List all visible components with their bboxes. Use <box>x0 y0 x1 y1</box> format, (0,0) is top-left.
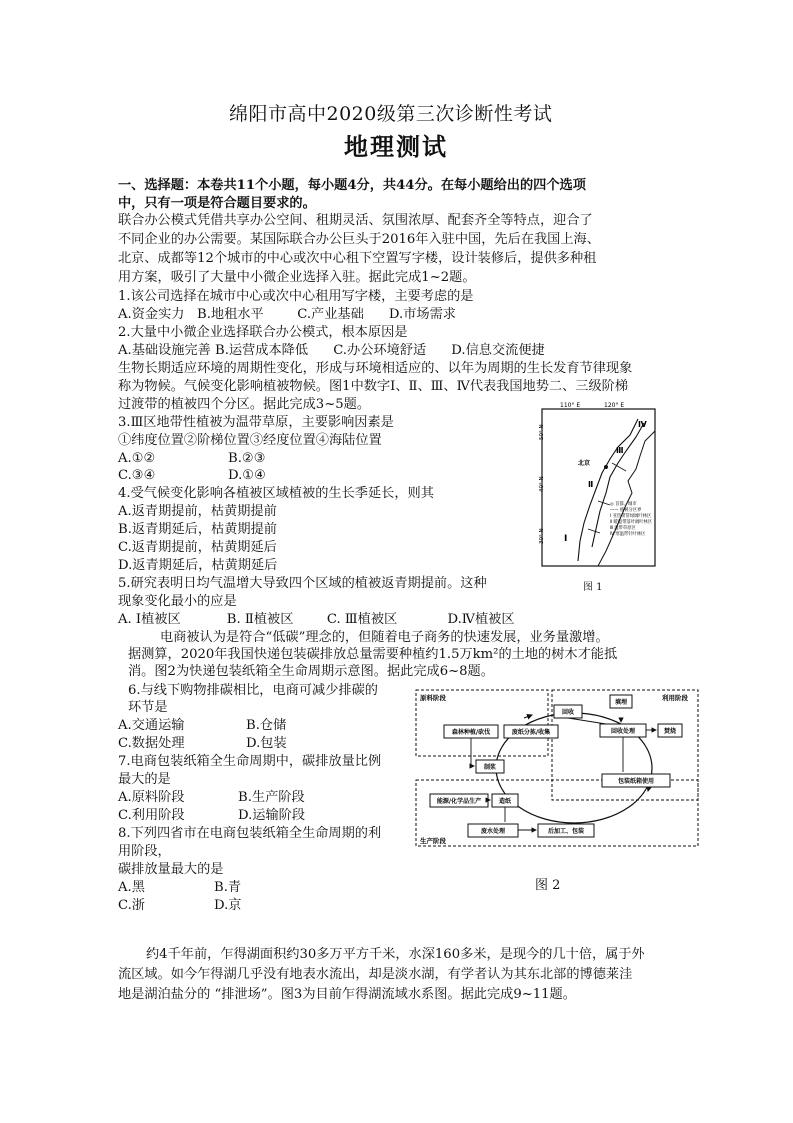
question-6: 6.与线下购物排碳相比，电商可减少排碳的 <box>128 683 378 698</box>
option-a: A.交通运输 <box>118 718 185 733</box>
question-4: 4.受气候变化影响各植被区域植被的生长季延长，则其 <box>118 486 434 501</box>
city-label: 北京 <box>578 460 591 467</box>
option-b: B.青 <box>214 880 242 895</box>
section-heading: 一、选择题：本卷共11个小题，每小题4分，共44分。在每小题给出的四个选项 <box>118 178 586 193</box>
figure-2-diagram <box>414 688 702 848</box>
legend-item: Ⅰ 亚热带常绿阔叶林区 <box>610 514 652 519</box>
option-d: D.返青期延后，枯黄期延后 <box>118 558 278 573</box>
box-label: 回收 <box>561 709 575 716</box>
passage-1-line: 用方案，吸引了大量中小微企业选择入驻。据此完成1~2题。 <box>118 270 476 285</box>
passage-1-line: 不同企业的办公需要。某国际联合办公巨头于2016年入驻中国，先后在我国上海、 <box>118 232 600 247</box>
passage-4-line: 地是湖泊盐分的 “排泄场”。图3为目前乍得湖流域水系图。据此完成9~11题。 <box>118 987 576 1002</box>
passage-2-line: 过渡带的植被四个分区。据此完成3~5题。 <box>118 397 371 412</box>
stage-label: 利用阶段 <box>662 694 688 702</box>
subject-title: 地理测试 <box>344 132 448 161</box>
figure-2-caption: 图 2 <box>535 878 561 893</box>
question-5-options: A. Ⅰ植被区 B. Ⅱ植被区 C. Ⅲ植被区 D.Ⅳ植被区 <box>118 612 515 627</box>
option-a: A.①② <box>118 451 156 466</box>
lon-label: 120° E <box>604 402 625 409</box>
zone-label: Ⅰ <box>564 534 568 544</box>
option-d: D.①④ <box>228 468 266 483</box>
box-label: 废纸分拣/收集 <box>511 729 551 736</box>
lon-label: 110° E <box>560 402 581 409</box>
option-b: B.生产阶段 <box>238 790 305 805</box>
option-c: C.数据处理 <box>118 736 185 751</box>
lat-label: 50° N <box>539 424 545 440</box>
passage-3-line: 消。图2为快递包装纸箱全生命周期示意图。据此完成6~8题。 <box>128 664 494 679</box>
legend-item: —— 植被分区界 <box>610 508 642 513</box>
option-a: A.返青期提前，枯黄期提前 <box>118 504 277 519</box>
question-3-items: ①纬度位置②阶梯位置③经度位置④海陆位置 <box>118 433 382 448</box>
box-label: 回收处理 <box>610 728 636 735</box>
zone-label: Ⅱ <box>588 480 594 489</box>
question-8-cont: 碳排放量最大的是 <box>118 862 224 877</box>
box-label: 焚烧 <box>663 728 677 735</box>
question-8: 8.下列四省市在电商包装纸箱全生命周期的利 <box>118 826 382 841</box>
box-label: 造纸 <box>498 798 512 805</box>
option-b: B.②③ <box>228 451 266 466</box>
question-8-cont: 用阶段， <box>118 844 171 859</box>
option-b: B.仓储 <box>246 718 287 733</box>
lat-label: 30° N <box>539 528 545 544</box>
passage-4-line: 流区域。如今乍得湖几乎没有地表水流出，却是淡水湖，有学者认为其东北部的博德莱洼 <box>118 967 633 982</box>
exam-title: 绵阳市高中2020级第三次诊断性考试 <box>229 103 553 125</box>
option-d: D.京 <box>214 898 242 913</box>
passage-2-line: 称为物候。气候变化影响植被物候。图1中数字Ⅰ、Ⅱ、Ⅲ、Ⅳ代表我国地势二、三级阶梯 <box>118 379 629 394</box>
option-a: A.原料阶段 <box>118 790 185 805</box>
option-d: D.包装 <box>246 736 287 751</box>
box-label: 森林种植/砍伐 <box>451 729 491 736</box>
legend-item: ◎ 首都、城市 <box>610 502 637 507</box>
lat-label: 40° N <box>539 476 545 492</box>
passage-3-line: 电商被认为是符合“低碳”理念的，但随着电子商务的快速发展，业务量激增。 <box>160 630 609 645</box>
question-5-cont: 现象变化最小的应是 <box>118 594 237 609</box>
option-c: C.利用阶段 <box>118 808 185 823</box>
legend-item: Ⅳ 寒温带针叶林区 <box>610 532 646 537</box>
question-2-options: A.基础设施完善 B.运营成本降低 C.办公环境舒适 D.信息交流便捷 <box>118 343 545 358</box>
section-heading-cont: 中，只有一项是符合题目要求的。 <box>118 196 316 211</box>
question-7: 7.电商包装纸箱全生命周期中，碳排放量比例 <box>118 754 382 769</box>
zone-label: Ⅲ <box>616 446 624 455</box>
box-label: 包装纸箱使用 <box>617 778 655 785</box>
legend-item: Ⅱ 暖温带落叶阔叶林区 <box>610 520 653 525</box>
option-c: C.返青期提前，枯黄期延后 <box>118 540 277 555</box>
passage-4-line: 约4千年前，乍得湖面积约30多万平方千米，水深160多米，是现今的几十倍，属于外 <box>146 947 645 962</box>
question-1: 1.该公司选择在城市中心或次中心租用写字楼，主要考虑的是 <box>118 289 474 304</box>
question-3: 3.Ⅲ区地带性植被为温带草原，主要影响因素是 <box>118 415 394 430</box>
passage-3-line: 据测算，2020年我国快递包装碳排放总量需要种植约1.5万km²的土地的树木才能抵 <box>128 647 618 662</box>
question-5: 5.研究表明日均气温增大导致四个区域的植被返青期提前。这种 <box>118 576 487 591</box>
legend-item: Ⅲ 温带草原区 <box>610 526 636 531</box>
box-label: 后加工、包装 <box>547 828 585 835</box>
beijing-marker <box>604 465 608 469</box>
option-d: D.运输阶段 <box>238 808 306 823</box>
stage-label: 原料阶段 <box>420 694 446 702</box>
option-b: B.返青期延后，枯黄期提前 <box>118 522 277 537</box>
figure-1-caption: 图 1 <box>583 582 603 593</box>
option-a: A.黑 <box>118 880 145 895</box>
passage-1-line: 联合办公模式凭借共享办公空间、租期灵活、氛围浓厚、配套齐全等特点，迎合了 <box>118 213 593 228</box>
figure-1-map <box>540 401 658 569</box>
question-6-cont: 环节是 <box>128 700 168 715</box>
zone-label: Ⅳ <box>638 420 647 429</box>
question-7-cont: 最大的是 <box>118 772 171 787</box>
passage-2-line: 生物长期适应环境的周期性变化，形成与环境相适应的、以年为周期的生长发育节律现象 <box>118 361 633 376</box>
box-label: 废水处理 <box>480 828 506 835</box>
box-label: 能源/化学品生产 <box>436 798 482 805</box>
question-1-options: A.资金实力 B.地租水平 C.产业基础 D.市场需求 <box>118 307 456 322</box>
option-c: C.③④ <box>118 468 156 483</box>
box-label: 填埋 <box>614 699 628 706</box>
stage-label: 生产阶段 <box>420 837 446 845</box>
option-c: C.浙 <box>118 898 145 913</box>
box-label: 制浆 <box>483 764 497 771</box>
question-2: 2.大量中小微企业选择联合办公模式，根本原因是 <box>118 325 408 340</box>
passage-1-line: 北京、成都等12个城市的中心或次中心租下空置写字楼，设计装修后，提供多种租 <box>118 251 597 266</box>
